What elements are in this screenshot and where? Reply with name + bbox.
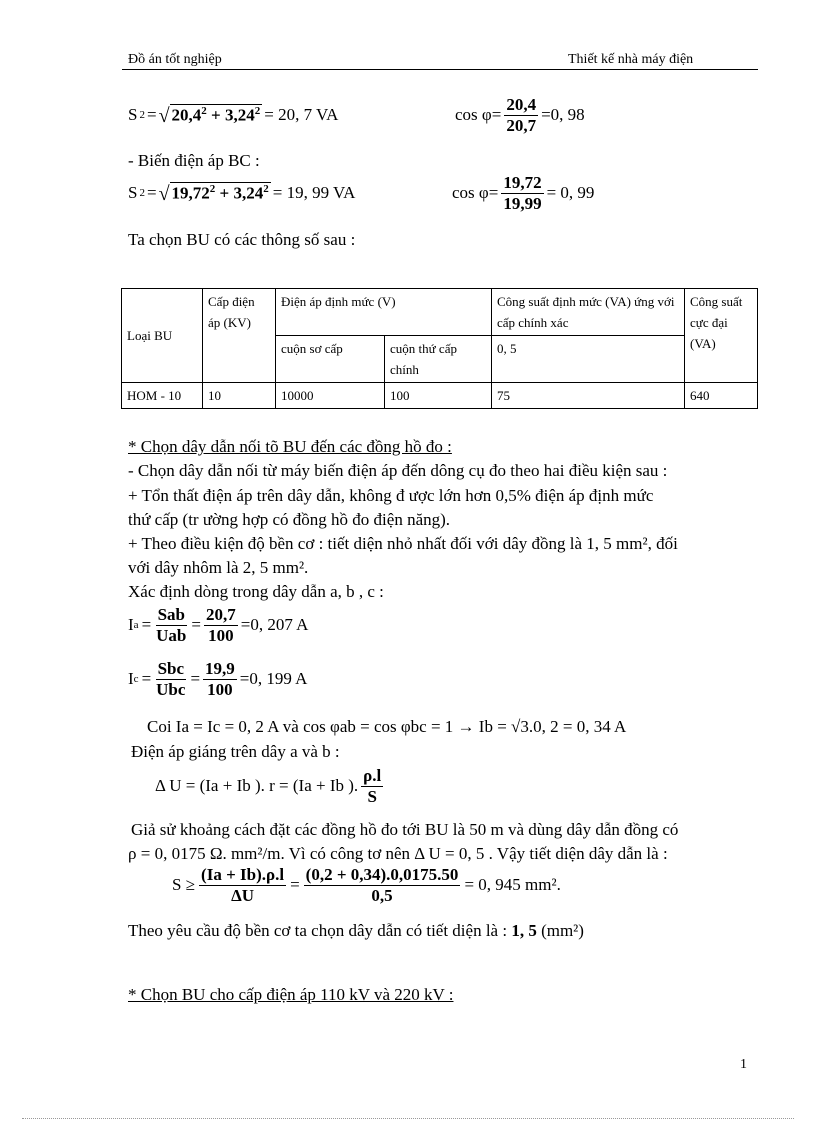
th-accuracy-class: 0, 5 xyxy=(492,336,685,383)
choose-line: Ta chọn BU có các thông số sau : xyxy=(128,230,356,249)
equation-cos-bc: cos φ= $\frac{19,72}{19,99}$ = 0, 99 xyxy=(452,173,595,213)
header-rule xyxy=(122,69,758,70)
coi-line: Coi Ia = Ic = 0, 2 A và cos φab = cos φbc = 1 → Ib = √3.0, 2 = 0, 34 A xyxy=(147,717,627,736)
th-primary: cuộn sơ cấp xyxy=(276,336,385,383)
cell-power: 75 xyxy=(492,383,685,409)
section-title-bu: * Chọn BU cho cấp điện áp 110 kV và 220 kV : xyxy=(128,985,454,1004)
bu-spec-table xyxy=(121,288,758,409)
header-left: Đồ án tốt nghiệp xyxy=(128,52,222,67)
equation-section: S ≥ $\frac{(Ia + Ib).\rho.l}{\Delta U}$ = $\frac{(0,2 + 0,34).0,0175.50}{0,5}$ = 0, 945 mm². xyxy=(172,865,561,905)
paragraph-5b: ρ = 0, 0175 Ω. mm²/m. Vì có công tơ nên Δ U = 0, 5 . Vậy tiết diện dây dẫn là : xyxy=(128,844,668,863)
drop-line: Điện áp giáng trên dây a và b : xyxy=(131,742,340,761)
th-level: Cấp điện áp (KV) xyxy=(203,289,276,383)
cell-secondary: 100 xyxy=(385,383,492,409)
th-rated-voltage: Điện áp định mức (V) xyxy=(276,289,492,336)
paragraph-3a: + Theo điều kiện độ bền cơ : tiết diện nhỏ nhất đối với dây đồng là 1, 5 mm², đối xyxy=(128,534,678,553)
equation-ic: I c = $\frac{\text{Sbc}}{\text{Ubc}}$ = $\frac{19,9}{100}$ =0, 199 A xyxy=(128,659,308,699)
th-secondary: cuộn thứ cấp chính xyxy=(385,336,492,383)
cell-type: HOM - 10 xyxy=(122,383,203,409)
section-title-wire: * Chọn dây dẫn nối tõ BU đến các đồng hồ đo : xyxy=(128,437,452,456)
header-right: Thiết kế nhà máy điện xyxy=(568,52,694,67)
cell-primary: 10000 xyxy=(276,383,385,409)
page-bottom-dotted-rule xyxy=(22,1118,794,1119)
paragraph-3b: với dây nhôm là 2, 5 mm². xyxy=(128,558,309,577)
table-row xyxy=(122,383,758,409)
equation-ia: I a = $\frac{\text{Sab}}{\text{Uab}}$ = $\frac{20,7}{100}$ =0, 207 A xyxy=(128,605,309,645)
cell-max: 640 xyxy=(685,383,758,409)
paragraph-2b: thứ cấp (tr ường hợp có đồng hồ đo điện năng). xyxy=(128,510,451,529)
th-max-power: Công suất cực đại (VA) xyxy=(685,289,758,383)
paragraph-2a: + Tổn thất điện áp trên dây dẫn, không đ ược lớn hơn 0,5% điện áp định mức xyxy=(128,486,654,505)
paragraph-4: Xác định dòng trong dây dẫn a, b , c : xyxy=(128,582,384,601)
page-number: 1 xyxy=(740,1057,747,1072)
paragraph-6: Theo yêu cầu độ bền cơ ta chọn dây dẫn có tiết diện là : 1, 5 (mm²) xyxy=(128,921,584,940)
equation-delta-u: Δ U = (Ia + Ib ). r = (Ia + Ib ). $\frac{\rho.l}{S}$ xyxy=(155,766,382,806)
th-rated-power: Công suất định mức (VA) ứng với cấp chính xác xyxy=(492,289,685,336)
line-bc: - Biến điện áp BC : xyxy=(128,151,260,170)
equation-cos-ab: cos φ= $\frac{20,4}{20,7}$ =0, 98 xyxy=(455,95,585,135)
paragraph-5a: Giả sử khoảng cách đặt các đồng hồ đo tới BU là 50 m và dùng dây dẫn đồng có xyxy=(131,820,679,839)
sqrt-expression: √ $20,4^2 + 3,24^2$ xyxy=(158,104,261,127)
cell-level: 10 xyxy=(203,383,276,409)
equation-s2-bc: S 2 = √ $19,72^2 + 3,24^2$ = 19, 99 VA xyxy=(128,182,356,205)
equation-s2-ab: S 2 = √ $20,4^2 + 3,24^2$ = 20, 7 VA xyxy=(128,104,339,127)
sqrt-expression: √ $19,72^2 + 3,24^2$ xyxy=(158,182,269,205)
th-type: Loại BU xyxy=(122,289,203,383)
paragraph-1: - Chọn dây dẫn nối từ máy biến điện áp đến dông cụ đo theo hai điều kiện sau : xyxy=(128,461,668,480)
